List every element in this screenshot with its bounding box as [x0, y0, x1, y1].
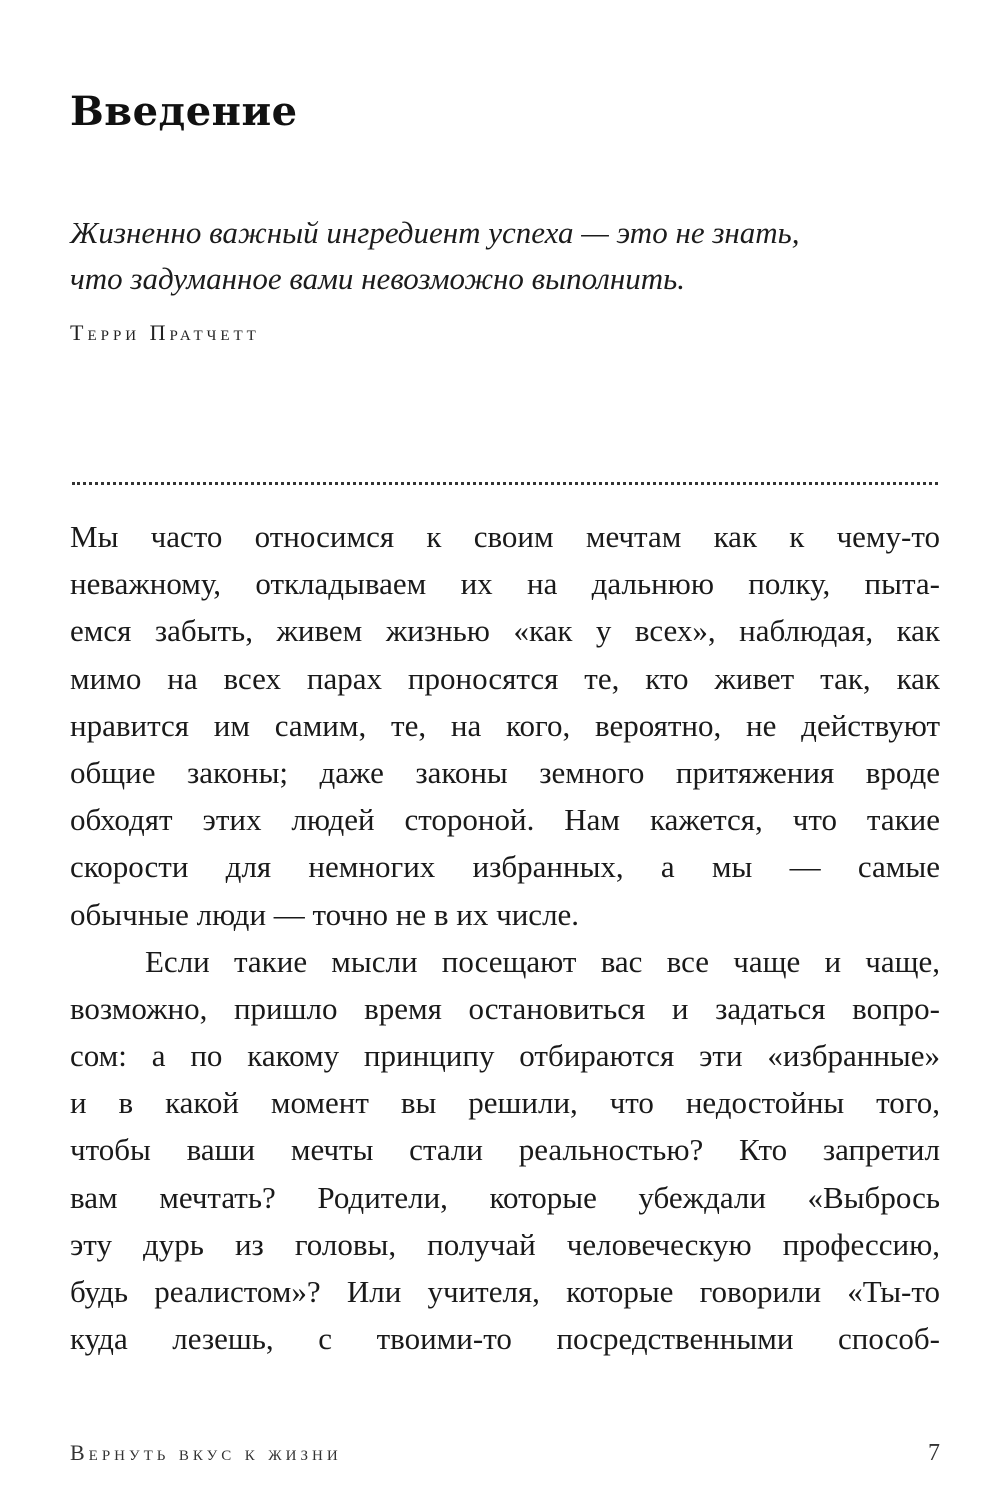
text-line: Если такие мысли посещают вас все чаще и чаще,	[145, 943, 940, 979]
epigraph-author: Терри Пратчетт	[70, 320, 260, 345]
text-line: эту дурь из головы, получай человеческую профессию,	[70, 1226, 940, 1262]
epigraph	[70, 210, 950, 346]
text-line: и в какой момент вы решили, что недостойны того,	[70, 1085, 940, 1121]
epigraph-line: Жизненно важный ингредиент успеха — это не знать,	[70, 215, 800, 250]
epigraph-line: что задуманное вами невозможно выполнить.	[70, 261, 686, 296]
text-line: Мы часто относимся к своим мечтам как к чему-то	[70, 519, 940, 554]
text-line: вам мечтать? Родители, которые убеждали «Выбрось	[70, 1179, 940, 1215]
chapter-title: Введение	[70, 88, 298, 135]
dotted-divider	[72, 482, 938, 485]
text-line: емся забыть, живем жизнью «как у всех», наблюдая, как	[70, 613, 940, 649]
text-line: будь реалистом»? Или учителя, которые говорили «Ты-то	[70, 1274, 940, 1309]
running-title: Вернуть вкус к жизни	[70, 1440, 342, 1465]
text-line: куда лезешь, с твоими-то посредственными способ-	[70, 1321, 940, 1357]
text-line: общие законы; даже законы земного притяжения вроде	[70, 754, 940, 790]
text-line: сом: а по какому принципу отбираются эти «избранные»	[70, 1038, 940, 1074]
page-number: 7	[928, 1440, 940, 1466]
text-line: обходят этих людей стороной. Нам кажется, что такие	[70, 802, 940, 838]
text-line: мимо на всех парах проносятся те, кто живет так, как	[70, 660, 940, 696]
text-line: нравится им самим, те, на кого, вероятно, не действуют	[70, 707, 940, 743]
page-footer	[70, 1440, 940, 1467]
text-line: возможно, пришло время остановиться и задаться вопро-	[70, 990, 940, 1026]
text-line: чтобы ваши мечты стали реальностью? Кто запретил	[70, 1132, 940, 1168]
text-line: скорости для немногих избранных, а мы — самые	[70, 849, 940, 885]
text-line: обычные люди — точно не в их числе.	[70, 896, 580, 932]
paragraph-2	[70, 938, 940, 1363]
body-text	[70, 513, 940, 1362]
paragraph-1	[70, 513, 940, 938]
text-line: неважному, откладываем их на дальнюю полку, пыта-	[70, 566, 940, 602]
